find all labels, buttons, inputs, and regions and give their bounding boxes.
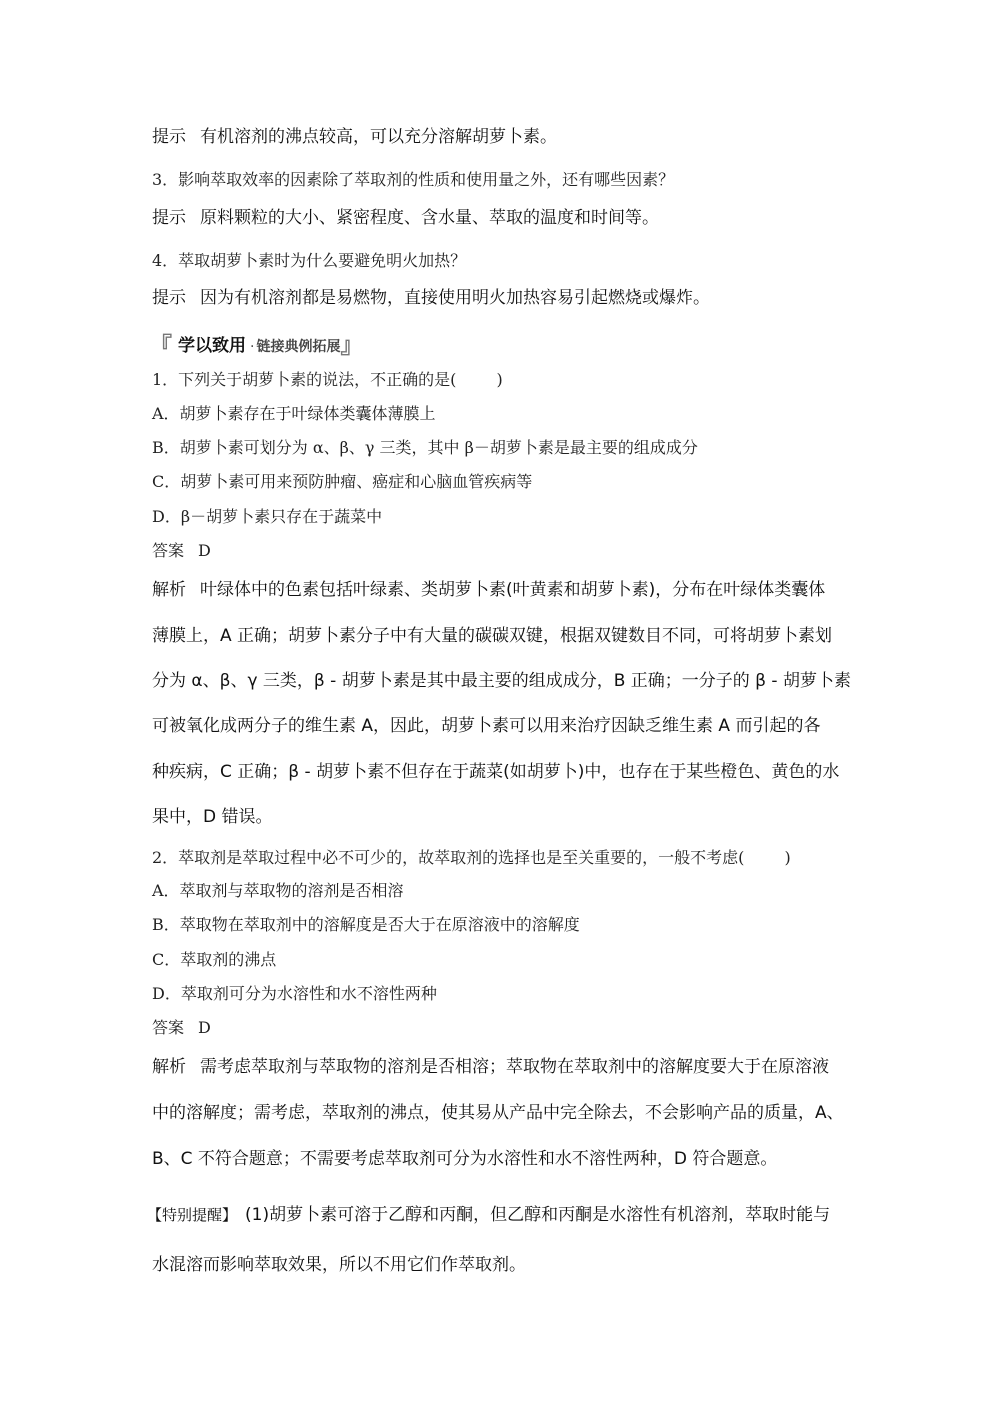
hint-text: 因为有机溶剂都是易燃物，直接使用明火加热容易引起燃烧或爆炸。 — [200, 288, 710, 308]
hint-3 — [152, 208, 659, 228]
close-bracket: 』 — [340, 334, 363, 359]
q1-analysis-line: 分为 α、β、γ 三类，β - 胡萝卜素是其中最主要的组成成分，B 正确；一分子的 β - 胡萝卜素 — [152, 671, 851, 691]
stem-close: ) — [784, 848, 791, 867]
question-2-stem — [152, 848, 791, 868]
analysis-label: 解析 — [152, 580, 186, 600]
special-note-text: (1)胡萝卜素可溶于乙醇和丙酮，但乙醇和丙酮是水溶性有机溶剂，萃取时能与 — [245, 1205, 831, 1225]
q1-analysis-line: 果中，D 错误。 — [152, 807, 273, 827]
q2-option-d: D．萃取剂可分为水溶性和水不溶性两种 — [152, 984, 437, 1003]
section-title: 学以致用 — [178, 336, 247, 356]
q1-analysis-line: 薄膜上，A 正确；胡萝卜素分子中有大量的碳碳双键，根据双键数目不同，可将胡萝卜素划 — [152, 626, 833, 646]
hint-label: 提示 — [152, 288, 186, 308]
q2-answer — [152, 1018, 211, 1038]
hint-text: 原料颗粒的大小、紧密程度、含水量、萃取的温度和时间等。 — [200, 208, 659, 228]
q2-option-b: B．萃取物在萃取剂中的溶解度是否大于在原溶液中的溶解度 — [152, 915, 580, 934]
analysis-text: 叶绿体中的色素包括叶绿素、类胡萝卜素(叶黄素和胡萝卜素)，分布在叶绿体类囊体 — [200, 580, 826, 600]
q1-analysis-line: 种疾病，C 正确；β - 胡萝卜素不但存在于蔬菜(如胡萝卜)中，也存在于某些橙色、黄色的水 — [152, 762, 840, 782]
q1-option-d: D．β－胡萝卜素只存在于蔬菜中 — [152, 507, 383, 526]
stem-close: ) — [496, 370, 503, 389]
analysis-text: 需考虑萃取剂与萃取物的溶剂是否相溶；萃取物在萃取剂中的溶解度要大于在原溶液 — [200, 1057, 829, 1077]
q1-option-b: B．胡萝卜素可划分为 α、β、γ 三类，其中 β－胡萝卜素是最主要的组成成分 — [152, 438, 698, 457]
question-4: 4．萃取胡萝卜素时为什么要避免明火加热？ — [152, 251, 467, 270]
q1-analysis-line — [152, 580, 825, 600]
section-dot: · — [250, 339, 255, 355]
q2-option-a: A．萃取剂与萃取物的溶剂是否相溶 — [152, 881, 404, 900]
special-note-label: 【特别提醒】 — [147, 1206, 238, 1224]
section-subtitle: 链接典例拓展 — [256, 339, 341, 355]
q1-analysis-line: 可被氧化成两分子的维生素 A，因此，胡萝卜素可以用来治疗因缺乏维生素 A 而引起的各 — [152, 716, 821, 736]
question-3: 3．影响萃取效率的因素除了萃取剂的性质和使用量之外，还有哪些因素？ — [152, 170, 675, 189]
answer-label: 答案 — [152, 1018, 185, 1037]
hint-2 — [152, 127, 557, 147]
analysis-label: 解析 — [152, 1057, 186, 1077]
q2-analysis-line: 中的溶解度；需考虑，萃取剂的沸点，使其易从产品中完全除去，不会影响产品的质量，A、 — [152, 1103, 844, 1123]
answer-value: D — [198, 1018, 211, 1037]
q1-answer — [152, 541, 211, 561]
question-1-stem — [152, 370, 503, 390]
hint-4 — [152, 288, 710, 308]
q2-analysis-line: B、C 不符合题意；不需要考虑萃取剂可分为水溶性和水不溶性两种，D 符合题意。 — [152, 1149, 778, 1169]
special-note-line — [147, 1205, 830, 1225]
hint-text: 有机溶剂的沸点较高，可以充分溶解胡萝卜素。 — [200, 127, 557, 147]
stem-text: 1．下列关于胡萝卜素的说法，不正确的是( — [152, 370, 457, 389]
q1-option-c: C．胡萝卜素可用来预防肿瘤、癌症和心脑血管疾病等 — [152, 472, 533, 491]
q2-analysis-line — [152, 1057, 829, 1077]
answer-label: 答案 — [152, 541, 185, 560]
answer-value: D — [198, 541, 211, 560]
hint-label: 提示 — [152, 127, 186, 147]
section-header — [150, 329, 362, 360]
special-note-line: 水混溶而影响萃取效果，所以不用它们作萃取剂。 — [152, 1255, 526, 1275]
q1-option-a: A．胡萝卜素存在于叶绿体类囊体薄膜上 — [152, 404, 436, 423]
hint-label: 提示 — [152, 208, 186, 228]
q2-option-c: C．萃取剂的沸点 — [152, 950, 277, 969]
stem-text: 2．萃取剂是萃取过程中必不可少的，故萃取剂的选择也是至关重要的，一般不考虑( — [152, 848, 745, 867]
open-bracket: 『 — [150, 334, 173, 359]
